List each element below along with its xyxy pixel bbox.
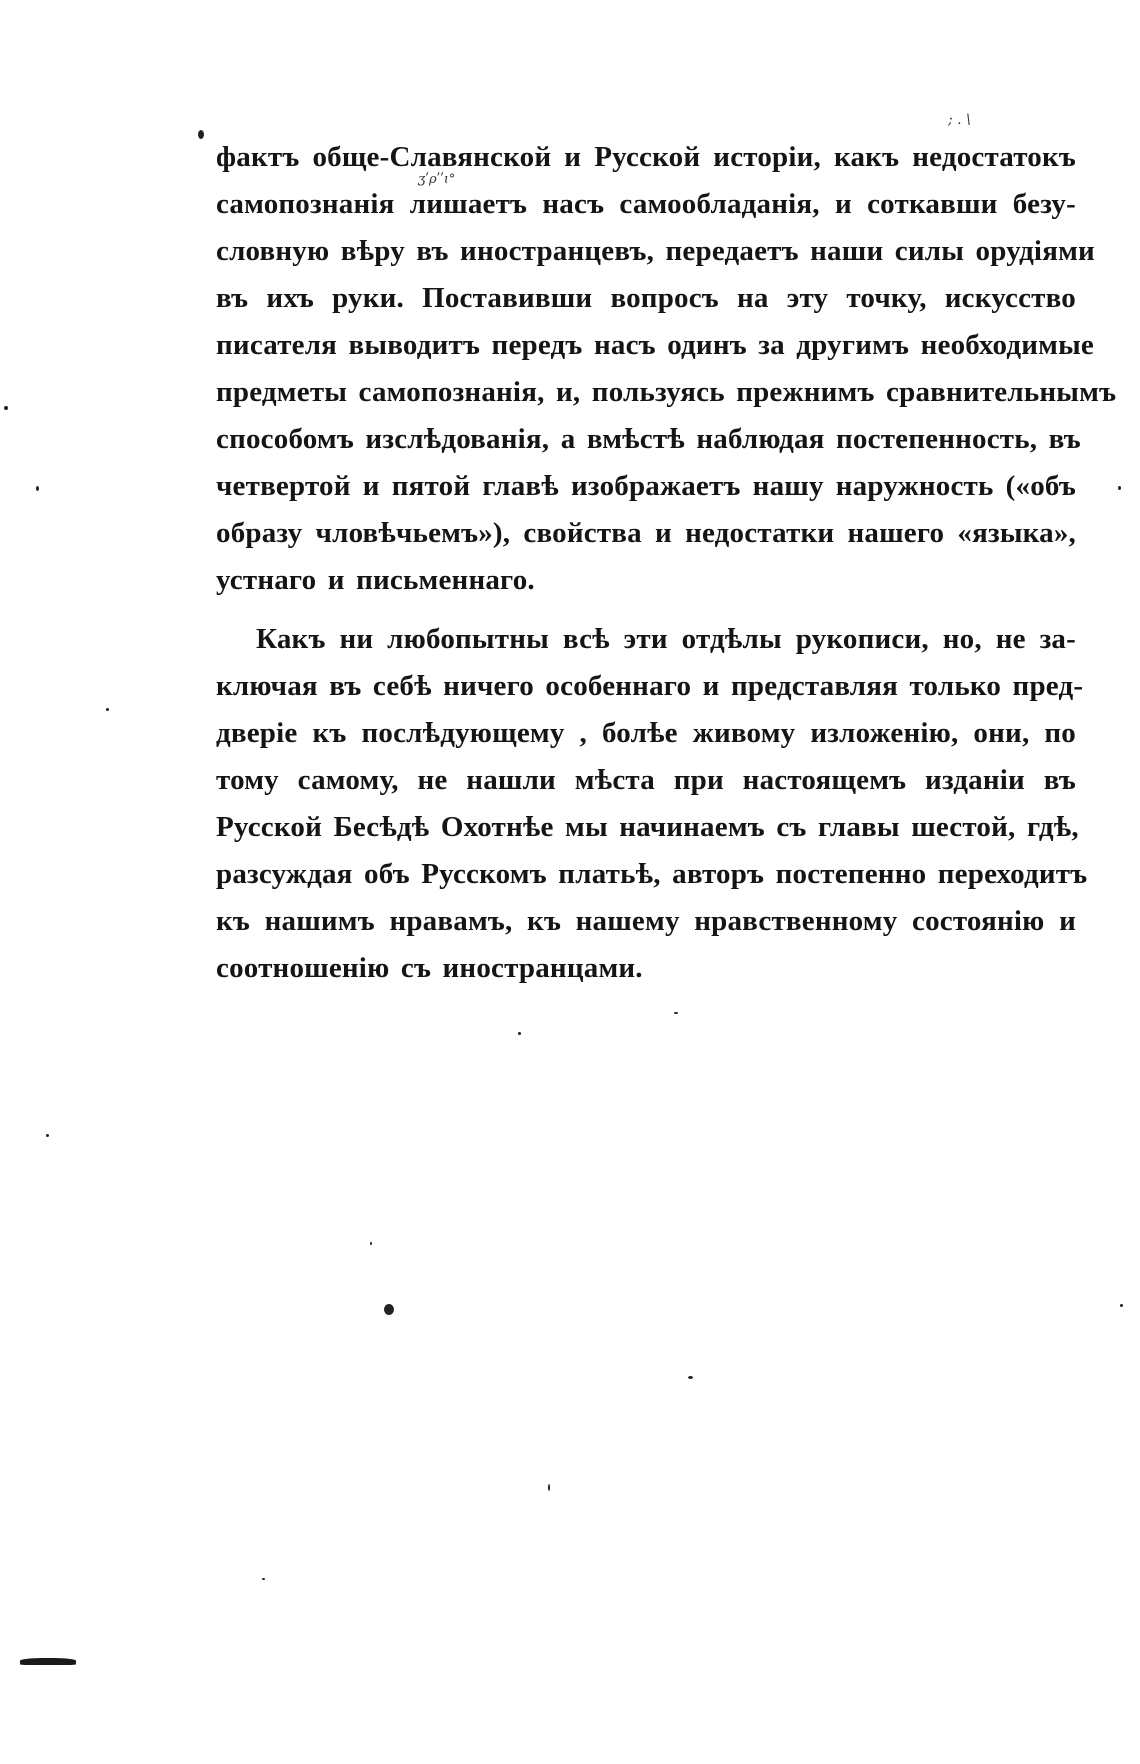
scan-speck	[36, 486, 39, 491]
text-line: двеpіе къ послѣдующему , болѣе живому изложенію, они, по	[216, 717, 1076, 749]
text-line: Какъ ни любопытны всѣ эти отдѣлы рукописи, но, не за-	[256, 623, 1076, 655]
text-line: къ нашимъ нравамъ, къ нашему нравственному состоянію и	[216, 905, 1076, 937]
scan-speck	[1118, 486, 1121, 490]
text-line: устнаго и письменнаго.	[216, 564, 535, 596]
scan-speck	[1120, 1304, 1123, 1307]
text-line: образу чловѣчьемъ»), свойства и недостатки нашего «языка»,	[216, 517, 1076, 549]
text-line: предметы самопознанія, и, пользуясь прежнимъ сравнительнымъ	[216, 376, 1117, 408]
text-line: тому самому, не нашли мѣста при настоящемъ изданіи въ	[216, 764, 1076, 796]
scan-speck	[106, 708, 109, 711]
scan-speck	[518, 1032, 521, 1035]
text-line: разсуждая объ Русскомъ платьѣ, авторъ постепенно переходитъ	[216, 858, 1088, 890]
text-line: четвертой и пятой главѣ изображаетъ нашу наружность («объ	[216, 470, 1076, 502]
text-line: самопознанія лишаетъ насъ самообладанія, и соткавши безу-	[216, 188, 1076, 220]
body-text	[216, 134, 1117, 992]
scan-speck	[198, 130, 204, 139]
text-line: словную вѣру въ иностранцевъ, передаетъ наши силы орудіями	[216, 235, 1095, 267]
text-line: соотношенію съ иностранцами.	[216, 952, 643, 984]
text-line: способомъ изслѣдованія, а вмѣстѣ наблюдая постепенность, въ	[216, 423, 1081, 455]
scan-speck	[46, 1134, 49, 1137]
margin-note-top: ; . \	[948, 112, 971, 128]
scan-speck	[370, 1242, 372, 1245]
scan-speck	[4, 406, 8, 410]
scan-speck	[384, 1304, 394, 1315]
text-line: писателя выводитъ передъ насъ одинъ за другимъ необходимые	[216, 329, 1094, 361]
text-line: фактъ обще-Славянской и Русской исторіи, какъ недостатокъ	[216, 141, 1076, 173]
text-line: Русской Бесѣдѣ Охотнѣе мы начинаемъ съ главы шестой, гдѣ,	[216, 811, 1079, 843]
scan-speck	[548, 1484, 550, 1491]
text-line: ключая въ себѣ ничего особеннаго и представляя только пред-	[216, 670, 1084, 702]
scan-speck	[262, 1578, 265, 1580]
text-line: въ ихъ руки. Поставивши вопросъ на эту точку, искусство	[216, 282, 1076, 314]
scan-speck	[674, 1012, 678, 1014]
paragraph-1	[216, 134, 1117, 604]
scan-speck	[688, 1376, 693, 1379]
paragraph-2	[216, 616, 1088, 992]
scan-edge-mark	[20, 1658, 76, 1665]
margin-note-handwritten: ʒʹρʹʹɩ°	[418, 172, 456, 187]
